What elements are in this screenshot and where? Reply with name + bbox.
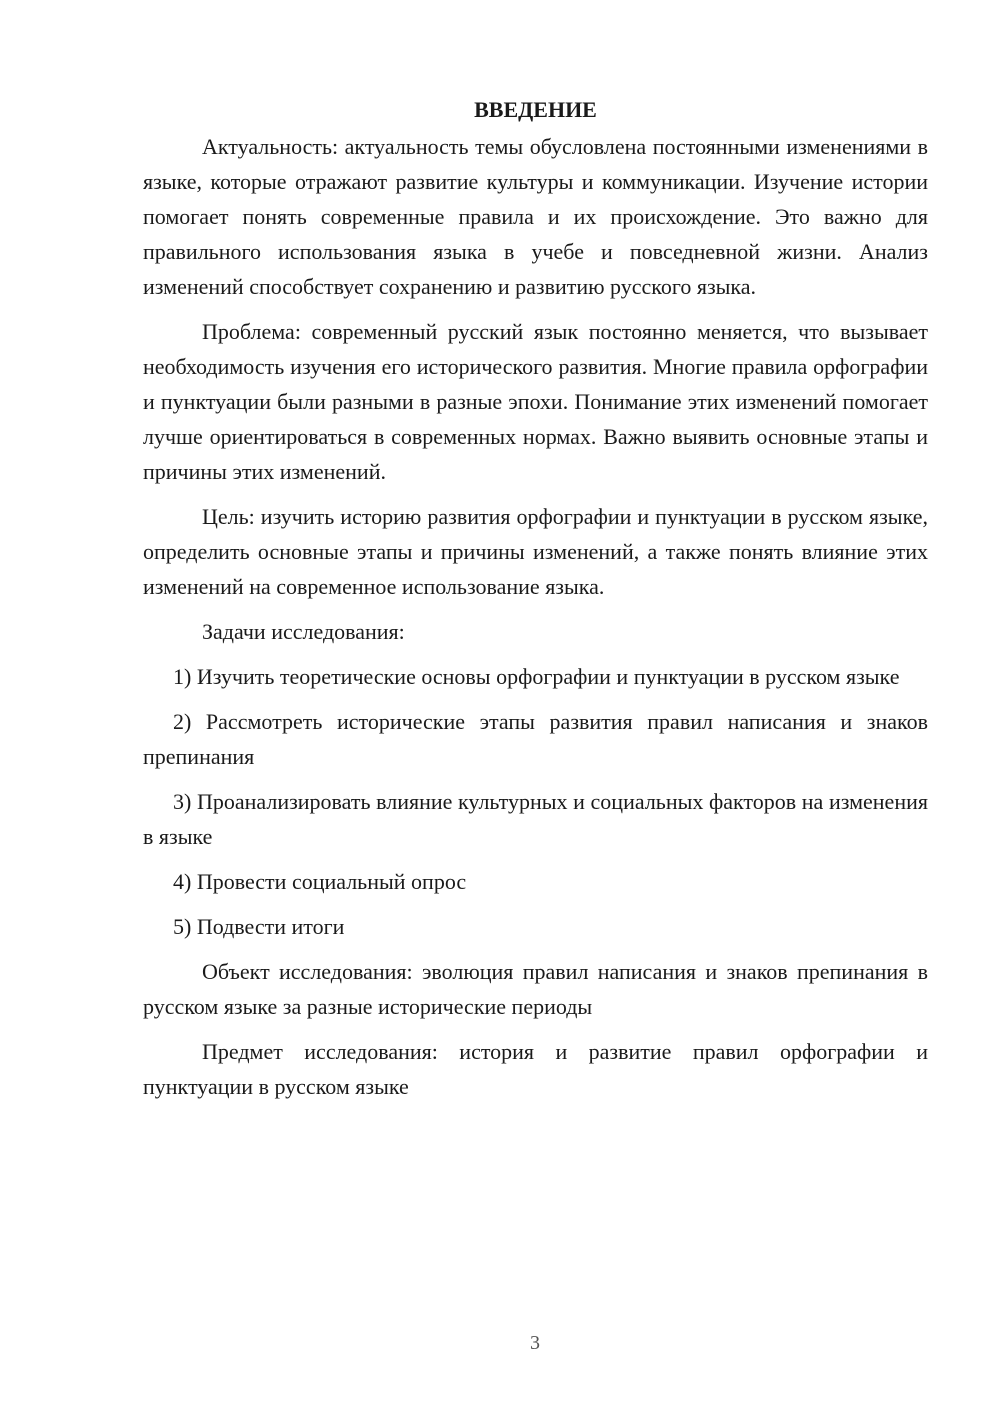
task-item-1: 1) Изучить теоретические основы орфографии и пунктуации в русском языке: [173, 664, 900, 689]
task-item-2: 2) Рассмотреть исторические этапы развития правил написания и знаков препинания: [143, 709, 928, 769]
task-item-5: 5) Подвести итоги: [173, 914, 345, 939]
paragraph-problem: Проблема: современный русский язык постоянно меняется, что вызывает необходимость изучения его исторического развития. Многие правила орфографии и пунктуации были разными в разные эпохи. Понимание этих изменений помогает лучше ориентироваться в современных нормах. Важно выявить основные этапы и причины этих изменений.: [143, 319, 928, 484]
tasks-heading: Задачи исследования:: [202, 619, 405, 644]
document-page: [143, 92, 928, 1104]
page-title: ВВЕДЕНИЕ: [474, 97, 597, 122]
paragraph-relevance: Актуальность: актуальность темы обусловлена постоянными изменениями в языке, которые отражают развитие культуры и коммуникации. Изучение истории помогает понять современные правила и их происхождение. Это важно для правильного использования языка в учебе и повседневной жизни. Анализ изменений способствует сохранению и развитию русского языка.: [143, 134, 928, 299]
paragraph-object: Объект исследования: эволюция правил написания и знаков препинания в русском языке за разные исторические периоды: [143, 959, 928, 1019]
task-item-4: 4) Провести социальный опрос: [173, 869, 467, 894]
paragraph-subject: Предмет исследования: история и развитие правил орфографии и пунктуации в русском языке: [143, 1039, 928, 1099]
paragraph-goal: Цель: изучить историю развития орфографии и пунктуации в русском языке, определить основные этапы и причины изменений, а также понять влияние этих изменений на современное использование языка.: [143, 504, 928, 599]
page-number: 3: [530, 1332, 540, 1354]
task-item-3: 3) Проанализировать влияние культурных и социальных факторов на изменения в языке: [143, 789, 928, 849]
